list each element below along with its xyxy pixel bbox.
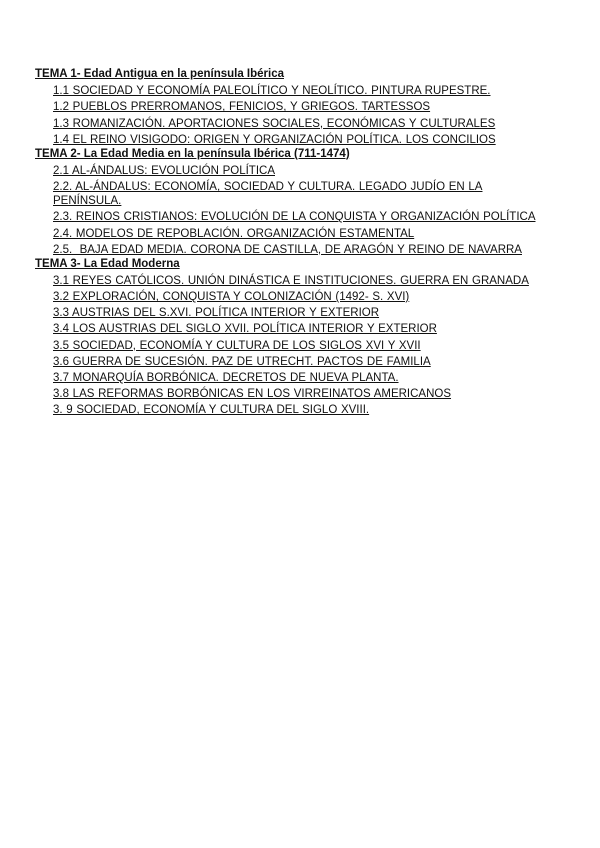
tema-3-section: [35, 257, 575, 418]
tema-1-heading[interactable]: TEMA 1- Edad Antigua en la península Ibérica: [35, 68, 284, 80]
toc-link-3-7[interactable]: 3.7 MONARQUÍA BORBÓNICA. DECRETOS DE NUEVA PLANTA.: [53, 372, 399, 384]
tema-2-items: [35, 164, 575, 257]
toc-link-3-3[interactable]: 3.3 AUSTRIAS DEL S.XVI. POLÍTICA INTERIOR Y EXTERIOR: [53, 307, 380, 320]
toc-link-3-6[interactable]: 3.6 GUERRA DE SUCESIÓN. PAZ DE UTRECHT. PACTOS DE FAMILIA: [53, 355, 431, 368]
toc-link-1-2[interactable]: 1.2 PUEBLOS PRERROMANOS, FENICIOS, Y GRIEGOS. TARTESSOS: [53, 101, 431, 114]
toc-link-3-2[interactable]: 3.2 EXPLORACIÓN, CONQUISTA Y COLONIZACIÓN (1492- S. XVI): [53, 291, 410, 304]
toc-link-3-9[interactable]: 3. 9 SOCIEDAD, ECONOMÍA Y CULTURA DEL SIGLO XVIII.: [53, 404, 370, 417]
tema-3-heading[interactable]: TEMA 3- La Edad Moderna: [35, 257, 180, 270]
toc-link-3-4[interactable]: 3.4 LOS AUSTRIAS DEL SIGLO XVII. POLÍTICA INTERIOR Y EXTERIOR: [53, 323, 437, 336]
tema-3-items: [35, 274, 575, 418]
table-of-contents: [35, 67, 575, 417]
tema-2-section: [35, 147, 575, 257]
tema-1-section: [35, 67, 575, 147]
toc-link-1-1[interactable]: 1.1 SOCIEDAD Y ECONOMÍA PALEOLÍTICO Y NEOLÍTICO. PINTURA RUPESTRE.: [53, 85, 491, 98]
toc-link-2-2[interactable]: 2.2. AL-ÁNDALUS: ECONOMÍA, SOCIEDAD Y CULTURA. LEGADO JUDÍO EN LA PENÍNSULA.: [53, 181, 483, 208]
tema-1-items: [35, 84, 575, 147]
toc-link-2-3[interactable]: 2.3. REINOS CRISTIANOS: EVOLUCIÓN DE LA CONQUISTA Y ORGANIZACIÓN POLÍTICA: [53, 211, 536, 224]
toc-link-3-8[interactable]: 3.8 LAS REFORMAS BORBÓNICAS EN LOS VIRREINATOS AMERICANOS: [53, 388, 452, 401]
toc-link-3-1[interactable]: 3.1 REYES CATÓLICOS. UNIÓN DINÁSTICA E INSTITUCIONES. GUERRA EN GRANADA: [53, 274, 529, 287]
toc-link-2-4[interactable]: 2.4. MODELOS DE REPOBLACIÓN. ORGANIZACIÓN ESTAMENTAL: [53, 227, 415, 240]
toc-link-2-5[interactable]: 2.5. BAJA EDAD MEDIA. CORONA DE CASTILLA, DE ARAGÓN Y REINO DE NAVARRA: [53, 243, 522, 256]
toc-link-3-5[interactable]: 3.5 SOCIEDAD, ECONOMÍA Y CULTURA DE LOS SIGLOS XVI Y XVII: [53, 339, 421, 352]
tema-2-heading[interactable]: TEMA 2- La Edad Media en la península Ibérica (711-1474): [35, 147, 350, 160]
toc-link-2-1[interactable]: 2.1 AL-ÁNDALUS: EVOLUCIÓN POLÍTICA: [53, 164, 275, 177]
toc-link-1-4[interactable]: 1.4 EL REINO VISIGODO: ORIGEN Y ORGANIZACIÓN POLÍTICA. LOS CONCILIOS: [53, 133, 496, 146]
toc-link-1-3[interactable]: 1.3 ROMANIZACIÓN. APORTACIONES SOCIALES, ECONÓMICAS Y CULTURALES: [53, 117, 496, 130]
